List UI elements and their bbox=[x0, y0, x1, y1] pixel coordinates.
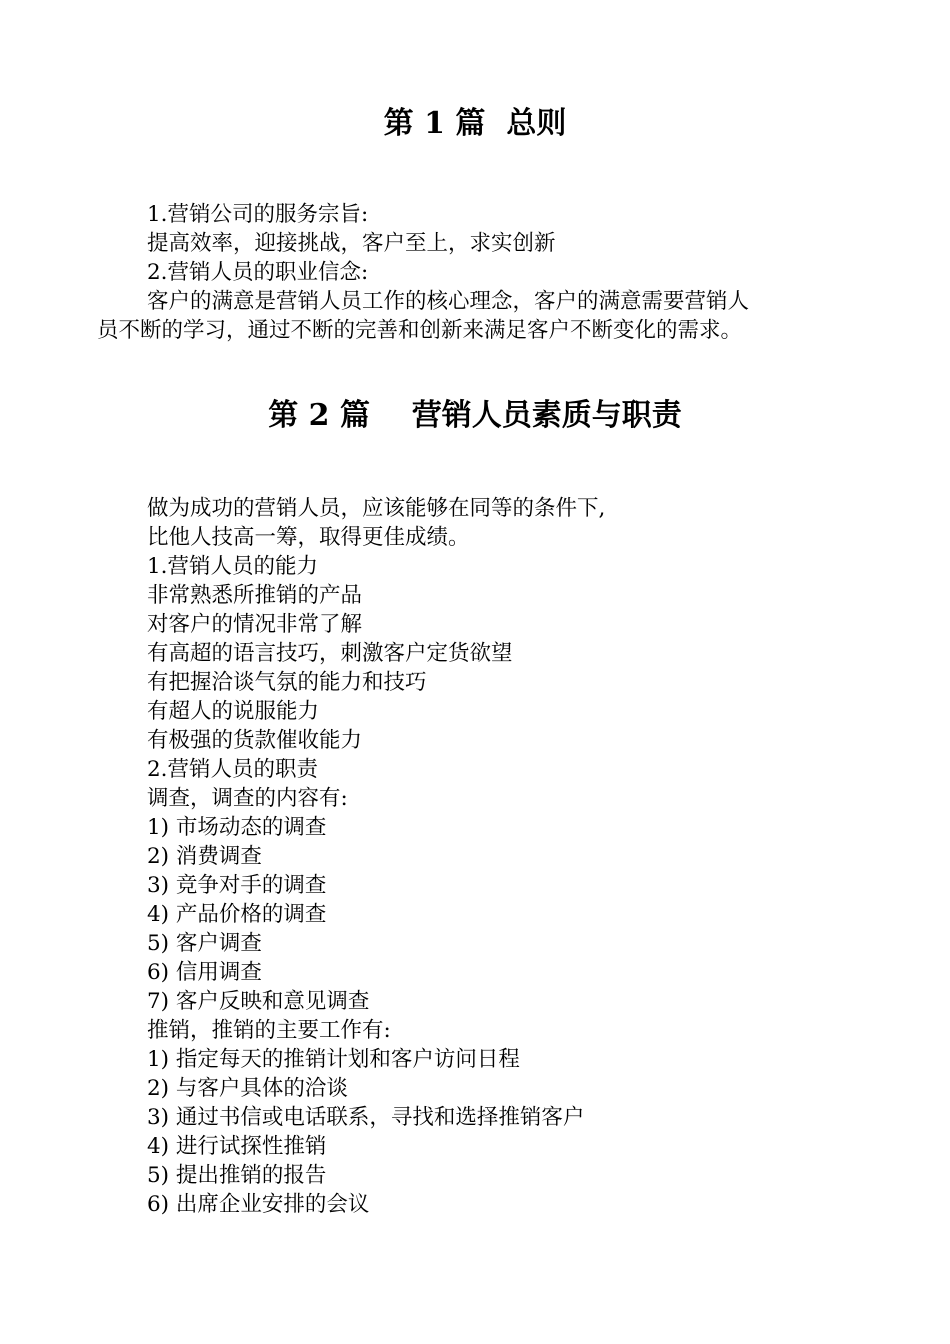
section-2-title: 第 2 篇 营销人员素质与职责 bbox=[268, 398, 682, 433]
section-2-line-23: 4) 进行试探性推销 bbox=[147, 1134, 327, 1159]
section-2-line-22: 3) 通过书信或电话联系，寻找和选择推销客户 bbox=[147, 1105, 585, 1130]
section-1-line-2: 提高效率，迎接挑战，客户至上，求实创新 bbox=[147, 231, 556, 256]
section-2-line-13: 2) 消费调查 bbox=[147, 844, 262, 869]
section-2-line-2: 比他人技高一筹，取得更佳成绩。 bbox=[147, 525, 470, 550]
section-2-line-6: 有高超的语言技巧，刺激客户定货欲望 bbox=[147, 641, 513, 666]
section-2-line-7: 有把握洽谈气氛的能力和技巧 bbox=[147, 670, 427, 695]
section-2-line-10: 2.营销人员的职责 bbox=[147, 757, 319, 782]
section-2-line-3: 1.营销人员的能力 bbox=[147, 554, 319, 579]
section-2-line-12: 1) 市场动态的调查 bbox=[147, 815, 327, 840]
section-1-line-5: 员不断的学习，通过不断的完善和创新来满足客户不断变化的需求。 bbox=[97, 318, 743, 343]
section-2-line-16: 5) 客户调查 bbox=[147, 931, 262, 956]
section-1-line-4: 客户的满意是营销人员工作的核心理念，客户的满意需要营销人 bbox=[147, 289, 750, 314]
section-2-line-18: 7) 客户反映和意见调查 bbox=[147, 989, 370, 1014]
section-2-line-9: 有极强的货款催收能力 bbox=[147, 728, 363, 753]
section-1-line-1: 1.营销公司的服务宗旨: bbox=[147, 202, 369, 227]
section-2-line-11: 调查，调查的内容有: bbox=[147, 786, 348, 811]
section-2-line-20: 1) 指定每天的推销计划和客户访问日程 bbox=[147, 1047, 520, 1072]
section-2-line-25: 6) 出席企业安排的会议 bbox=[147, 1192, 370, 1217]
section-2-line-15: 4) 产品价格的调查 bbox=[147, 902, 327, 927]
section-2-line-17: 6) 信用调查 bbox=[147, 960, 262, 985]
section-2-line-19: 推销，推销的主要工作有: bbox=[147, 1018, 391, 1043]
section-1-title: 第 1 篇 总则 bbox=[383, 106, 567, 141]
section-2-line-8: 有超人的说服能力 bbox=[147, 699, 320, 724]
section-1-line-3: 2.营销人员的职业信念: bbox=[147, 260, 369, 285]
section-2-line-5: 对客户的情况非常了解 bbox=[147, 612, 363, 637]
section-2-line-1: 做为成功的营销人员，应该能够在同等的条件下, bbox=[147, 496, 606, 521]
section-2-line-4: 非常熟悉所推销的产品 bbox=[147, 583, 363, 608]
section-2-line-24: 5) 提出推销的报告 bbox=[147, 1163, 327, 1188]
section-2-line-14: 3) 竞争对手的调查 bbox=[147, 873, 327, 898]
section-2-line-21: 2) 与客户具体的洽谈 bbox=[147, 1076, 348, 1101]
